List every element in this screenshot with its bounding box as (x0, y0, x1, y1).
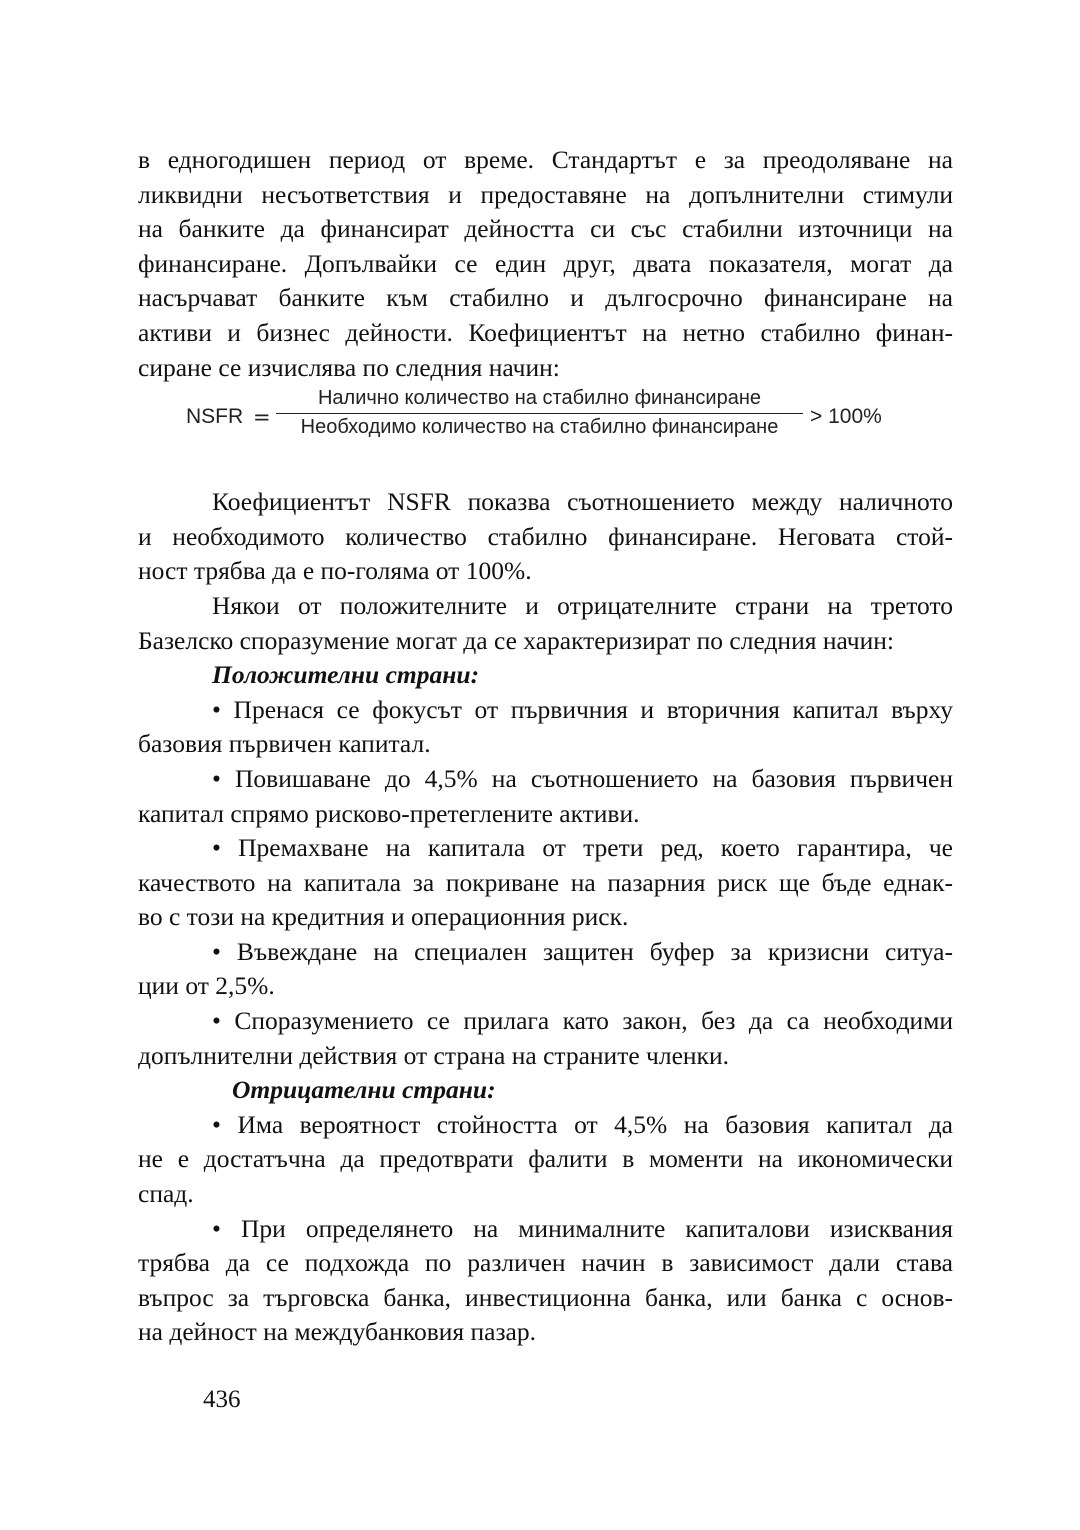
formula-equals: = (253, 405, 271, 430)
text-line: • Споразумението се прилага като закон, без да са необходими (212, 1006, 953, 1036)
text-line: финансиране. Допълвайки се един друг, двата показателя, могат да (138, 248, 953, 278)
text-line: Някои от положителните и отрицателните страни на третото (212, 590, 953, 620)
text-line: Коефициентът NSFR показва съотношението между наличното (212, 487, 953, 517)
text-line: на банките да финансират дейността си със стабилни източници на (138, 214, 953, 244)
text-line: и необходимото количество стабилно финансиране. Неговата стой- (138, 521, 953, 551)
page-body (138, 143, 953, 1350)
text-line: въпрос за търговска банка, инвестиционна банка, или банка с основ- (138, 1282, 953, 1312)
text-line: • Има вероятност стойността от 4,5% на базовия капитал да (212, 1109, 953, 1139)
text-line: спад. (138, 1179, 194, 1209)
text-line: • Пренася се фокусът от първичния и вторичния капитал върху (212, 694, 953, 724)
text-line: • Повишаване до 4,5% на съотношението на базовия първичен (212, 763, 953, 793)
paragraph (138, 831, 953, 935)
text-line: • При определянето на минималните капиталови изисквания (212, 1213, 953, 1243)
text-line: ност трябва да е по-голяма от 100%. (138, 556, 532, 586)
paragraph (138, 693, 953, 762)
formula-numerator: Налично количество на стабилно финансиране (276, 387, 803, 414)
negative-sides-heading: Отрицателни страни: (232, 1075, 496, 1105)
text-line: насърчават банките към стабилно и дългосрочно финансиране на (138, 283, 953, 313)
text-line: трябва да се подхожда по различен начин в зависимост дали става (138, 1248, 953, 1278)
text-line: во с този на кредитния и операционния риск. (138, 902, 629, 932)
text-line: активи и бизнес дейности. Коефициентът на нетно стабилно финан- (138, 317, 953, 347)
formula-lhs: NSFR (186, 405, 244, 429)
text-line: базовия първичен капитал. (138, 729, 431, 759)
paragraph (138, 935, 953, 1004)
text-line: ции от 2,5%. (138, 971, 275, 1001)
text-line: • Въвеждане на специален защитен буфер за кризисни ситуа- (212, 936, 953, 966)
positive-sides-heading: Положителни страни: (212, 660, 480, 690)
paragraph (138, 1004, 953, 1073)
paragraph (138, 143, 953, 385)
text-line: допълнителни действия от страна на страните членки. (138, 1040, 729, 1070)
text-line: капитал спрямо рисково-претеглените активи. (138, 798, 640, 828)
text-line: в едногодишен период от време. Стандартът е за преодоляване на (138, 145, 953, 174)
text-line: • Премахване на капитала от трети ред, което гарантира, че (212, 833, 953, 863)
formula-fraction (276, 387, 803, 439)
text-line: ликвидни несъответствия и предоставяне на допълнителни стимули (138, 179, 953, 209)
intro-paragraphs (138, 143, 953, 385)
paragraph (138, 485, 953, 589)
text-line: на дейност на междубанковия пазар. (138, 1317, 537, 1347)
paragraph (138, 589, 953, 658)
formula-rhs: > 100% (810, 405, 882, 429)
text-line: не е достатъчна да предотврати фалити в моменти на икономически (138, 1144, 953, 1174)
body-paragraphs (138, 485, 953, 1350)
text-line: сиране се изчислява по следния начин: (138, 352, 560, 382)
formula-denominator: Необходимо количество на стабилно финансиране (300, 416, 779, 439)
paragraph (138, 1108, 953, 1212)
page-number: 436 (203, 1386, 241, 1413)
paragraph (138, 1212, 953, 1350)
paragraph (138, 762, 953, 831)
text-line: Базелско споразумение могат да се характеризират по следния начин: (138, 625, 894, 655)
text-line: качеството на капитала за покриване на пазарния риск ще бъде еднак- (138, 867, 953, 897)
nsfr-formula (138, 385, 953, 485)
